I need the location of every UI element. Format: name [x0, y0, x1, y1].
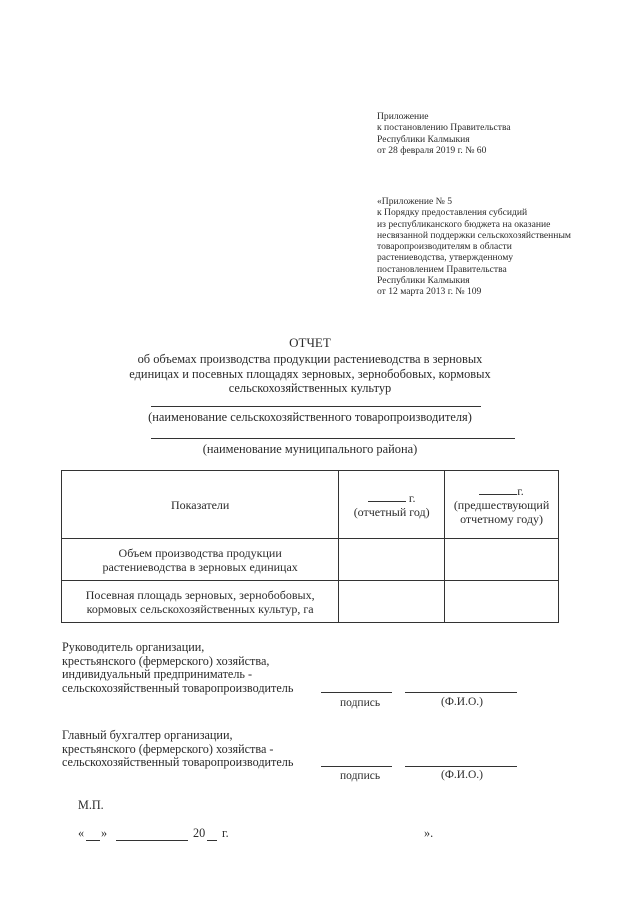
accountant-sign-line: [321, 766, 392, 767]
previous-year-note-1: (предшествующий: [453, 497, 550, 512]
head-signature-line: Руководитель организации,: [62, 640, 205, 654]
appendix5-line: несвязанной поддержки сельскохозяйственным: [377, 229, 571, 241]
date-year-suffix: г.: [222, 826, 229, 840]
date-month-line: [116, 840, 188, 841]
table-cell: [445, 581, 559, 623]
date-close-quote: »: [101, 826, 108, 840]
table-row: [62, 539, 559, 581]
report-subtitle: [60, 352, 560, 396]
table-cell: [445, 539, 559, 581]
accountant-signature-line: крестьянского (фермерского) хозяйства -: [62, 741, 274, 756]
head-name-label: (Ф.И.О.): [441, 696, 483, 708]
appendix5-line: постановлением Правительства: [377, 263, 507, 275]
appendix5-block: [377, 196, 571, 298]
accountant-signature-line: Главный бухгалтер организации,: [62, 728, 233, 742]
previous-year-blank: [479, 485, 517, 495]
date-century: 20: [193, 826, 206, 840]
appendix-line: Республики Калмыкия: [377, 133, 470, 145]
table-row: [62, 581, 559, 623]
row-label-line: Посевная площадь зерновых, зернобобовых,: [85, 587, 315, 602]
district-caption: (наименование муниципального района): [202, 442, 418, 456]
row-label-line: Объем производства продукции: [118, 545, 282, 560]
row-label: [62, 539, 339, 581]
appendix5-line: от 12 марта 2013 г. № 109: [377, 286, 482, 298]
report-table: [61, 470, 559, 623]
date-year-line: [207, 840, 217, 841]
table-cell: [339, 581, 445, 623]
head-sign-line: [321, 692, 392, 693]
table-cell: [339, 539, 445, 581]
head-signature-line: крестьянского (фермерского) хозяйства,: [62, 653, 270, 668]
producer-name-line: [151, 406, 481, 407]
accountant-signature-line: сельскохозяйственный товаропроизводитель: [62, 755, 294, 770]
appendix-line: Приложение: [377, 111, 429, 122]
subtitle-line: единицах и посевных площадях зерновых, зернобобовых, кормовых: [129, 366, 491, 381]
date-end: ».: [424, 826, 434, 840]
appendix5-line: «Приложение № 5: [377, 196, 453, 207]
header-current-year: [339, 471, 445, 539]
appendix-line: от 28 февраля 2019 г. № 60: [377, 144, 487, 156]
current-year-blank: [368, 492, 406, 502]
accountant-sign-label: подпись: [340, 770, 381, 782]
report-heading: ОТЧЕТ: [289, 335, 331, 350]
head-name-line: [405, 692, 517, 693]
accountant-name-label: (Ф.И.О.): [441, 769, 483, 781]
date-open-quote: «: [78, 826, 85, 840]
head-signature-block: [62, 641, 293, 695]
row-label-line: растениеводства в зерновых единицах: [102, 559, 298, 574]
previous-year-note-2: отчетному году): [460, 511, 543, 526]
appendix-block: [377, 111, 511, 156]
previous-year-suffix: г.: [517, 483, 524, 498]
current-year-note: (отчетный год): [353, 504, 430, 519]
appendix5-line: растениеводства, утвержденному: [377, 252, 514, 264]
current-year-suffix: г.: [408, 490, 416, 505]
date-day-line: [86, 840, 100, 841]
accountant-name-line: [405, 766, 517, 767]
accountant-signature-block: [62, 729, 293, 770]
appendix5-line: товаропроизводителям в области: [377, 241, 512, 253]
district-name-line: [151, 438, 515, 439]
appendix5-line: Республики Калмыкия: [377, 275, 470, 287]
row-label-line: кормовых сельскохозяйственных культур, га: [86, 601, 314, 616]
producer-caption: (наименование сельскохозяйственного товаропроизводителя): [148, 410, 472, 424]
table-header-row: [62, 471, 559, 539]
head-sign-label: подпись: [340, 697, 381, 709]
subtitle-line: об объемах производства продукции растениеводства в зерновых: [137, 352, 483, 366]
header-previous-year: [445, 471, 559, 539]
appendix5-line: к Порядку предоставления субсидий: [377, 207, 528, 219]
appendix-line: к постановлению Правительства: [377, 122, 511, 134]
head-signature-line: сельскохозяйственный товаропроизводитель: [62, 680, 294, 695]
row-label: [62, 581, 339, 623]
appendix5-line: из республиканского бюджета на оказание: [377, 218, 551, 230]
stamp-label: М.П.: [78, 798, 104, 812]
header-indicator: Показатели: [62, 471, 339, 539]
head-signature-line: индивидуальный предприниматель -: [62, 667, 253, 682]
subtitle-line: сельскохозяйственных культур: [228, 381, 392, 395]
